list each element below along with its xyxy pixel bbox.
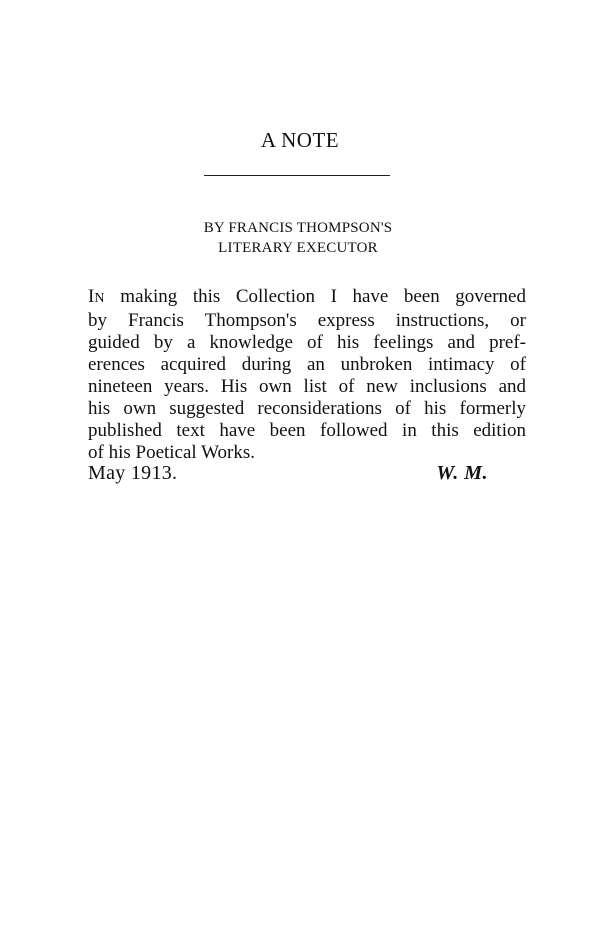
note-paragraph xyxy=(88,286,526,464)
note-line: nineteen years. His own list of new inclusions and xyxy=(88,376,526,397)
note-line: published text have been followed in this edition xyxy=(88,420,526,441)
author-initials: W. M. xyxy=(436,462,488,484)
signoff xyxy=(88,462,488,488)
note-line xyxy=(88,286,526,310)
small-caps-rest: N xyxy=(94,291,105,306)
byline-line-1: BY FRANCIS THOMPSON'S xyxy=(203,220,393,236)
note-line: his own suggested reconsiderations of his formerly xyxy=(88,398,526,419)
byline xyxy=(0,218,596,258)
byline-line-2: LITERARY EXECUTOR xyxy=(218,240,378,256)
note-line: of his Poetical Works. xyxy=(88,442,255,463)
small-caps-initial: I xyxy=(88,286,95,307)
page-title: A NOTE xyxy=(260,128,340,152)
note-line: by Francis Thompson's express instructions, or xyxy=(88,310,526,331)
note-line: guided by a knowledge of his feelings and pref- xyxy=(88,332,526,353)
title-divider xyxy=(204,175,390,176)
note-line-text: making this Collection I have been governed xyxy=(104,286,526,307)
note-line: erences acquired during an unbroken intimacy of xyxy=(88,354,526,375)
note-date: May 1913. xyxy=(88,462,178,484)
